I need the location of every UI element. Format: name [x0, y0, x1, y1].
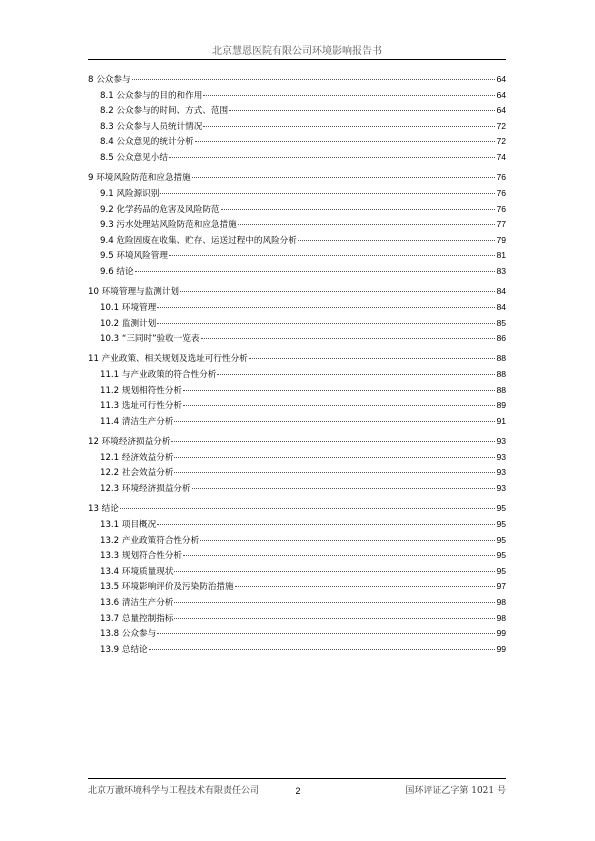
toc-section-entry[interactable] [88, 534, 506, 550]
toc-entry-page: 95 [496, 565, 506, 576]
toc-entry-page: 84 [496, 286, 506, 297]
toc-entry-page: 89 [496, 400, 506, 411]
toc-dot-leader [183, 405, 495, 406]
table-of-contents [88, 73, 506, 658]
toc-section-entry[interactable] [88, 415, 506, 431]
toc-entry-title: 10.1 环境管理 [100, 302, 157, 313]
toc-entry-page: 64 [496, 105, 506, 116]
toc-dot-leader [183, 555, 495, 556]
toc-entry-title: 10.3 “三同时”验收一览表 [100, 334, 200, 345]
toc-entry-page: 85 [496, 317, 506, 328]
toc-dot-leader [157, 307, 495, 308]
toc-dot-leader [169, 157, 495, 158]
toc-entry-title: 8.3 公众参与人员统计情况 [100, 121, 203, 132]
toc-dot-leader [180, 291, 495, 292]
toc-section-entry[interactable] [88, 612, 506, 628]
toc-dot-leader [174, 421, 495, 422]
toc-entry-title: 9.6 结论 [100, 266, 134, 277]
toc-entry-page: 76 [496, 172, 506, 183]
toc-entry-title: 13.6 清洁生产分析 [100, 597, 174, 608]
toc-entry-title: 12 环境经济损益分析 [88, 437, 171, 448]
toc-entry-page: 86 [496, 333, 506, 344]
toc-entry-page: 95 [496, 519, 506, 530]
toc-entry-page: 91 [496, 415, 506, 426]
toc-entry-title: 13.8 公众参与 [100, 629, 157, 640]
footer-company: 北京万澈环境科学与工程技术有限责任公司 [88, 786, 260, 796]
toc-chapter-entry[interactable] [88, 73, 506, 89]
toc-chapter-entry[interactable] [88, 352, 506, 368]
toc-section-entry[interactable] [88, 104, 506, 120]
toc-section-entry[interactable] [88, 234, 506, 250]
toc-entry-title: 9.5 环境风险管理 [100, 251, 168, 262]
toc-section-entry[interactable] [88, 518, 506, 534]
toc-entry-page: 93 [496, 467, 506, 478]
toc-section-entry[interactable] [88, 120, 506, 136]
toc-entry-page: 79 [496, 234, 506, 245]
toc-entry-title: 13.1 项目概况 [100, 520, 157, 531]
toc-dot-leader [195, 141, 496, 142]
toc-section-entry[interactable] [88, 596, 506, 612]
toc-section-entry[interactable] [88, 332, 506, 348]
toc-entry-title: 11.2 规划相符性分析 [100, 385, 183, 396]
toc-entry-title: 8.4 公众意见的统计分析 [100, 137, 194, 148]
toc-entry-page: 99 [496, 643, 506, 654]
toc-entry-title: 13.7 总量控制指标 [100, 613, 174, 624]
toc-chapter-entry[interactable] [88, 285, 506, 301]
toc-dot-leader [174, 571, 495, 572]
toc-entry-title: 13.9 总结论 [100, 644, 148, 655]
toc-entry-page: 88 [496, 369, 506, 380]
toc-entry-page: 98 [496, 596, 506, 607]
toc-section-entry[interactable] [88, 249, 506, 265]
toc-entry-title: 13.3 规划符合性分析 [100, 551, 183, 562]
toc-entry-title: 8.2 公众参与的时间、方式、范围 [100, 106, 229, 117]
toc-dot-leader [200, 540, 495, 541]
toc-dot-leader [192, 177, 496, 178]
toc-entry-title: 12.3 环境经济损益分析 [100, 484, 191, 495]
toc-dot-leader [120, 508, 496, 509]
toc-section-entry[interactable] [88, 135, 506, 151]
toc-dot-leader [132, 79, 496, 80]
toc-dot-leader [157, 323, 495, 324]
toc-entry-title: 13.5 环境影响评价及污染防治措施 [100, 582, 234, 593]
toc-section-entry[interactable] [88, 627, 506, 643]
toc-section-entry[interactable] [88, 451, 506, 467]
toc-entry-page: 95 [496, 534, 506, 545]
toc-dot-leader [135, 271, 496, 272]
toc-dot-leader [183, 390, 495, 391]
toc-entry-title: 11.4 清洁生产分析 [100, 416, 174, 427]
toc-dot-leader [298, 240, 496, 241]
toc-entry-page: 88 [496, 353, 506, 364]
toc-entry-page: 93 [496, 451, 506, 462]
toc-entry-page: 97 [496, 581, 506, 592]
toc-dot-leader [160, 193, 495, 194]
toc-entry-title: 11.1 与产业政策的符合性分析 [100, 370, 217, 381]
toc-entry-page: 88 [496, 384, 506, 395]
toc-dot-leader [192, 488, 496, 489]
toc-entry-title: 8.1 公众参与的目的和作用 [100, 90, 203, 101]
toc-chapter-entry[interactable] [88, 435, 506, 451]
toc-entry-page: 93 [496, 436, 506, 447]
toc-dot-leader [169, 255, 495, 256]
footer-page-number: 2 [295, 786, 301, 796]
toc-dot-leader [249, 358, 496, 359]
toc-entry-page: 83 [496, 265, 506, 276]
toc-entry-title: 8.5 公众意见小结 [100, 152, 168, 163]
header-divider [88, 59, 506, 60]
toc-section-entry[interactable] [88, 565, 506, 581]
toc-entry-title: 12.1 经济效益分析 [100, 452, 174, 463]
toc-entry-page: 76 [496, 203, 506, 214]
toc-entry-page: 77 [496, 219, 506, 230]
toc-entry-page: 74 [496, 151, 506, 162]
toc-dot-leader [171, 441, 495, 442]
toc-entry-title: 9.1 风险源识别 [100, 188, 160, 199]
toc-entry-title: 10.2 监测计划 [100, 318, 157, 329]
toc-entry-title: 9 环境风险防范和应急措施 [88, 173, 191, 184]
toc-dot-leader [157, 524, 495, 525]
toc-dot-leader [217, 374, 495, 375]
toc-entry-page: 64 [496, 74, 506, 84]
toc-entry-title: 13.4 环境质量现状 [100, 566, 174, 577]
toc-section-entry[interactable] [88, 187, 506, 203]
toc-entry-title: 9.3 污水处理站风险防范和应急措施 [100, 220, 237, 231]
toc-entry-title: 12.2 社会效益分析 [100, 468, 174, 479]
toc-entry-page: 72 [496, 136, 506, 147]
toc-section-entry[interactable] [88, 317, 506, 333]
toc-section-entry[interactable] [88, 368, 506, 384]
toc-dot-leader [201, 338, 496, 339]
toc-dot-leader [221, 209, 496, 210]
toc-entry-title: 11 产业政策、相关规划及选址可行性分析 [88, 354, 248, 365]
toc-dot-leader [149, 649, 496, 650]
toc-section-entry[interactable] [88, 89, 506, 105]
toc-section-entry[interactable] [88, 643, 506, 659]
toc-chapter-entry[interactable] [88, 171, 506, 187]
toc-section-entry[interactable] [88, 580, 506, 596]
toc-entry-page: 72 [496, 120, 506, 131]
toc-section-entry[interactable] [88, 203, 506, 219]
toc-entry-page: 64 [496, 89, 506, 100]
toc-dot-leader [238, 224, 496, 225]
toc-entry-page: 95 [496, 550, 506, 561]
toc-dot-leader [174, 457, 495, 458]
toc-dot-leader [174, 602, 495, 603]
toc-section-entry[interactable] [88, 466, 506, 482]
toc-chapter-entry[interactable] [88, 502, 506, 518]
toc-dot-leader [229, 110, 495, 111]
toc-section-entry[interactable] [88, 549, 506, 565]
toc-entry-title: 9.2 化学药品的危害及风险防范 [100, 204, 220, 215]
toc-entry-page: 81 [496, 250, 506, 261]
toc-entry-title: 13 结论 [88, 504, 119, 515]
toc-dot-leader [174, 472, 495, 473]
footer-divider [88, 778, 506, 779]
toc-section-entry[interactable] [88, 151, 506, 167]
page-header-title: 北京慧恩医院有限公司环境影响报告书 [212, 46, 382, 57]
toc-section-entry[interactable] [88, 301, 506, 317]
toc-section-entry[interactable] [88, 482, 506, 498]
toc-section-entry[interactable] [88, 218, 506, 234]
toc-entry-title: 13.2 产业政策符合性分析 [100, 535, 200, 546]
footer-certificate: 国环评证乙字第 1021 号 [405, 786, 506, 796]
toc-entry-page: 98 [496, 612, 506, 623]
toc-section-entry[interactable] [88, 384, 506, 400]
toc-entry-title: 10 环境管理与监测计划 [88, 287, 180, 298]
toc-entry-page: 95 [496, 503, 506, 514]
toc-dot-leader [174, 618, 495, 619]
toc-entry-page: 99 [496, 628, 506, 639]
toc-dot-leader [203, 95, 495, 96]
toc-section-entry[interactable] [88, 265, 506, 281]
toc-entry-title: 9.4 危险固废在收集、贮存、运送过程中的风险分析 [100, 235, 297, 246]
toc-entry-page: 76 [496, 187, 506, 198]
toc-entry-title: 8 公众参与 [88, 75, 131, 85]
toc-dot-leader [203, 126, 495, 127]
toc-entry-page: 93 [496, 483, 506, 494]
toc-dot-leader [235, 586, 496, 587]
toc-entry-title: 11.3 选址可行性分析 [100, 401, 183, 412]
toc-entry-page: 84 [496, 301, 506, 312]
toc-dot-leader [157, 633, 495, 634]
toc-section-entry[interactable] [88, 399, 506, 415]
